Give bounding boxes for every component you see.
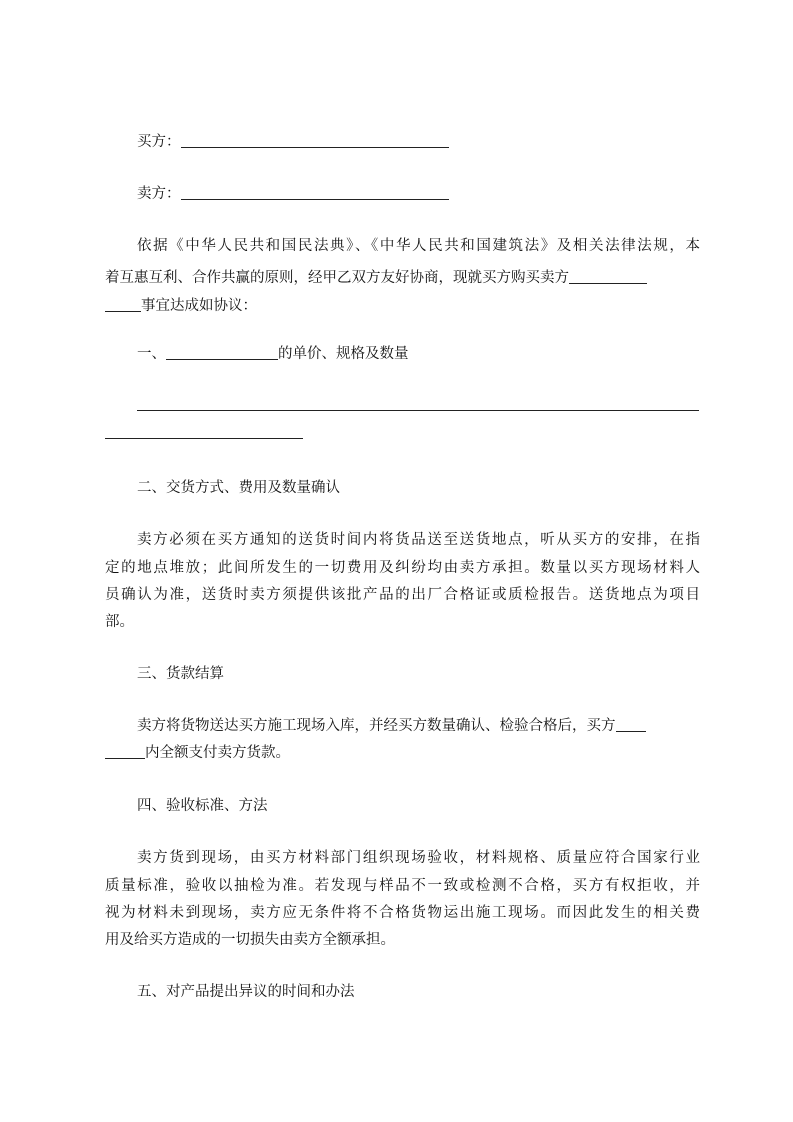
seller-blank: [181, 185, 449, 200]
section-4-p1: 卖方货到现场，由买方材料部门组织现场验收，材料规格、质量应符合国家行业: [137, 850, 700, 866]
section-3-p1-text: 卖方将货物送达买方施工现场入库，并经买方数量确认、检验合格后，买方: [137, 718, 616, 734]
section-1-rule-1: [137, 410, 699, 411]
payment-term-blank-a: [616, 717, 646, 732]
product-blank-a: [569, 269, 647, 284]
buyer-blank: [181, 133, 449, 148]
intro-line-2-text: 着互惠互利、合作共赢的原则，经甲乙双方友好协商，现就买方购买卖方: [105, 270, 569, 286]
buyer-label: 买方：: [137, 134, 181, 150]
intro-line-3: [105, 296, 700, 316]
intro-line-2: [105, 268, 700, 288]
section-2-p4: 部。: [105, 614, 134, 630]
section-4-p4: 用及给买方造成的一切损失由卖方全额承担。: [105, 932, 395, 948]
section-2-heading: 二、交货方式、费用及数量确认: [137, 480, 340, 496]
section-1-suffix: 的单价、规格及数量: [278, 346, 409, 362]
section-4-p3: 视为材料未到现场，卖方应无条件将不合格货物运出施工现场。而因此发生的相关费: [105, 905, 700, 921]
payment-term-blank-b: [105, 744, 145, 759]
product-blank-b: [105, 297, 141, 312]
section-1-prefix: 一、: [137, 346, 166, 362]
section-1-rule-2: [105, 438, 303, 439]
section-1-heading: [137, 344, 732, 364]
intro-line-1: 依据《中华人民共和国民法典》、《中华人民共和国建筑法》及相关法律法规，本: [137, 238, 700, 254]
section-5-heading: 五、对产品提出异议的时间和办法: [137, 984, 355, 1000]
section-2-p2: 定的地点堆放；此间所发生的一切费用及纠纷均由卖方承担。数量以买方现场材料人: [105, 560, 700, 576]
section-3-p2-text: 内全额支付卖方货款。: [145, 745, 290, 761]
seller-line: [137, 184, 732, 204]
section-2-p1: 卖方必须在买方通知的送货时间内将货品送至送货地点，听从买方的安排，在指: [137, 532, 700, 548]
section-3-heading: 三、货款结算: [137, 666, 224, 682]
section-1-blank: [166, 345, 278, 360]
seller-label: 卖方：: [137, 186, 181, 202]
section-3-p2: [105, 743, 700, 763]
section-4-p2: 质量标准，验收以抽检为准。若发现与样品不一致或检测不合格，买方有权拒收，并: [105, 878, 700, 894]
intro-line-3-text: 事宜达成如协议：: [141, 298, 257, 314]
section-4-heading: 四、验收标准、方法: [137, 798, 268, 814]
section-2-p3: 员确认为准，送货时卖方须提供该批产品的出厂合格证或质检报告。送货地点为项目: [105, 587, 700, 603]
section-3-p1: [137, 716, 732, 736]
buyer-line: [137, 132, 732, 152]
